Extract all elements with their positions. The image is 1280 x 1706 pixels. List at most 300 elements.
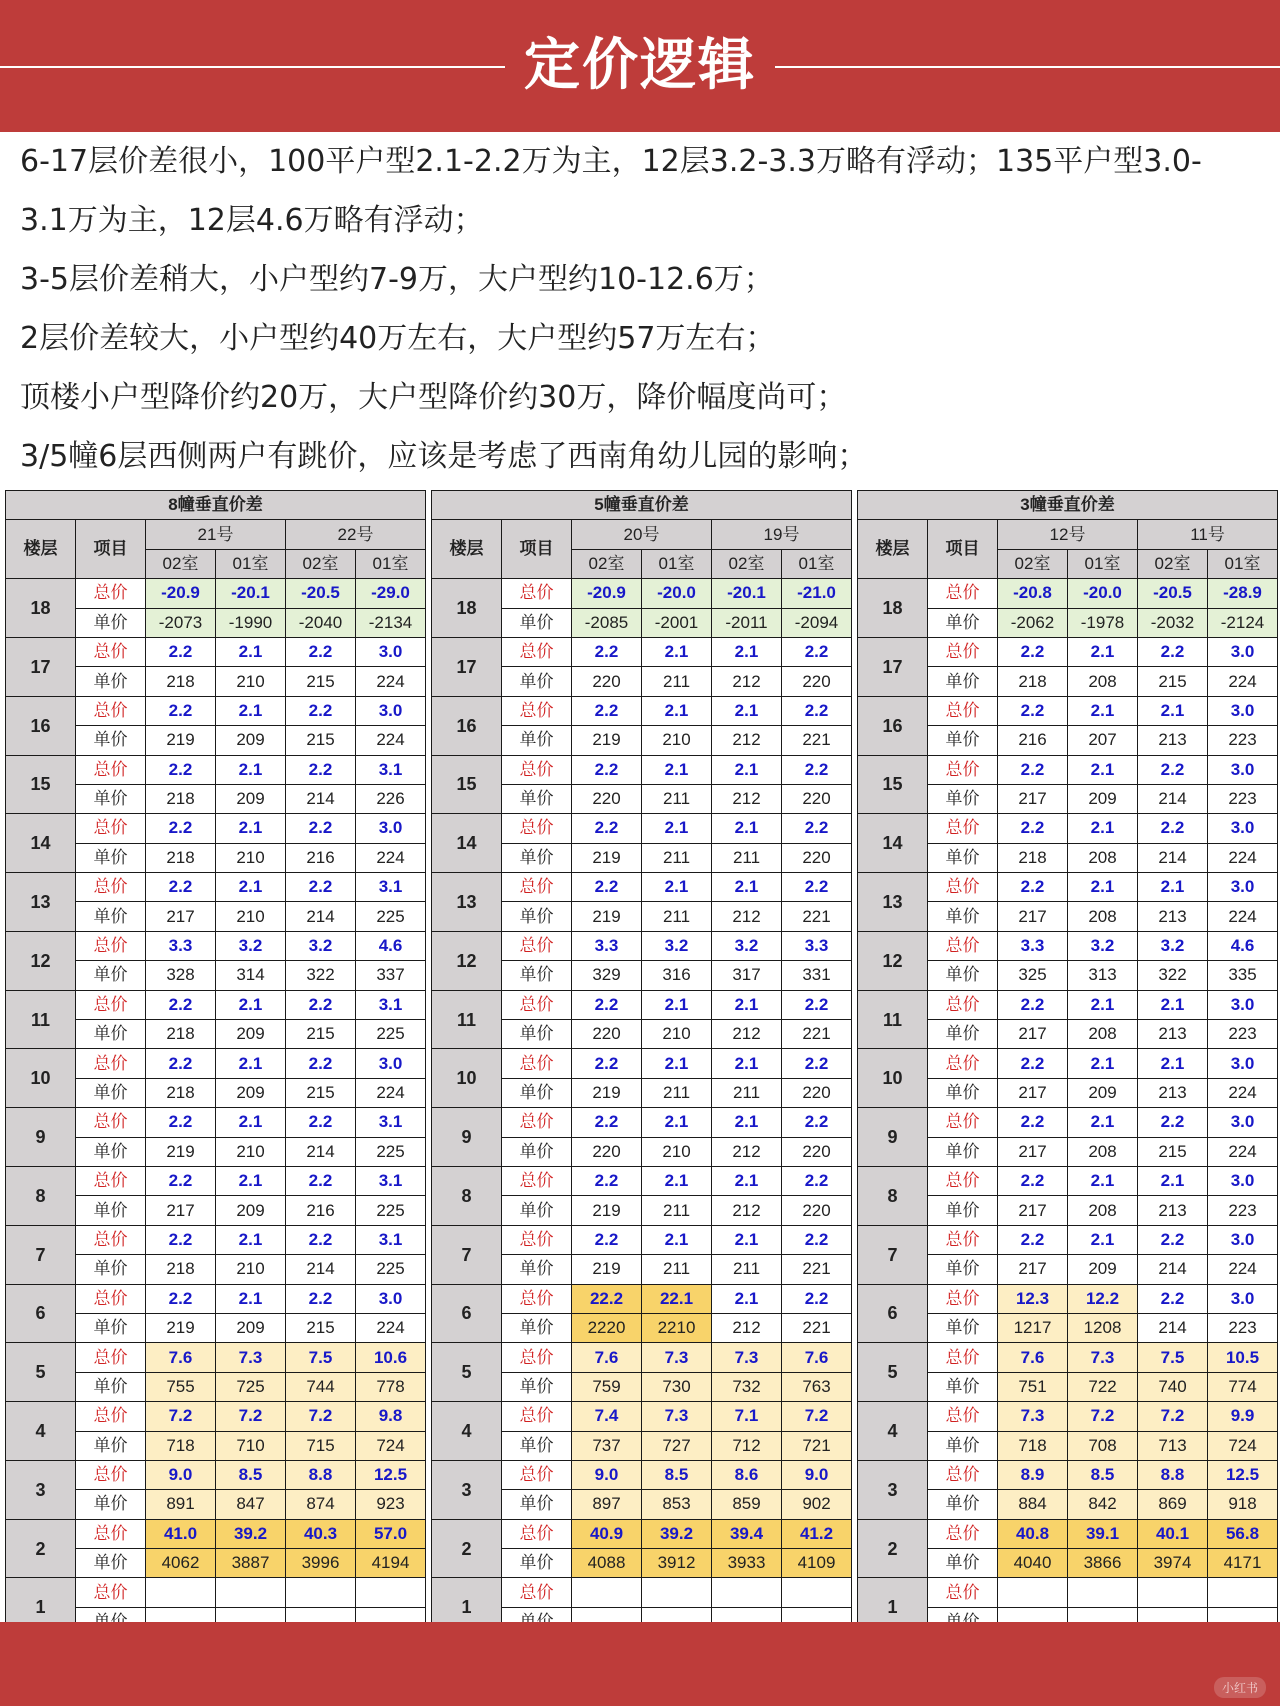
table-row — [432, 755, 852, 784]
total-price-cell: 2.2 — [998, 696, 1068, 725]
room-header: 02室 — [712, 549, 782, 578]
total-price-cell: 3.1 — [356, 873, 426, 902]
total-price-cell: 2.2 — [146, 1225, 216, 1254]
unit-label: 单价 — [502, 1196, 572, 1225]
building-table — [431, 490, 852, 1637]
page-footer — [0, 1622, 1280, 1706]
floor-cell: 3 — [6, 1460, 76, 1519]
unit-price-cell: 317 — [712, 961, 782, 990]
unit-price-cell: 218 — [146, 1020, 216, 1049]
floor-cell: 16 — [432, 696, 502, 755]
total-price-cell: 7.2 — [286, 1402, 356, 1431]
total-price-cell: 2.1 — [1068, 990, 1138, 1019]
unit-price-cell: 214 — [1138, 1255, 1208, 1284]
floor-cell: 7 — [858, 1225, 928, 1284]
unit-price-cell: 209 — [216, 726, 286, 755]
unit-price-cell: 224 — [1208, 667, 1278, 696]
floor-cell: 15 — [6, 755, 76, 814]
total-price-cell: 2.2 — [782, 1049, 852, 1078]
unit-price-cell: 219 — [572, 843, 642, 872]
floor-cell: 15 — [432, 755, 502, 814]
total-price-cell: 7.5 — [1138, 1343, 1208, 1372]
total-price-cell: 2.1 — [216, 873, 286, 902]
unit-price-cell: 225 — [356, 1255, 426, 1284]
unit-label: 单价 — [502, 1313, 572, 1342]
total-label: 总价 — [928, 931, 998, 960]
total-label: 总价 — [76, 814, 146, 843]
table-row — [6, 1284, 426, 1313]
unit-price-cell: 220 — [572, 784, 642, 813]
total-price-cell: 3.0 — [1208, 814, 1278, 843]
unit-price-cell: 215 — [1138, 1137, 1208, 1166]
floor-cell: 4 — [432, 1402, 502, 1461]
total-price-cell: 3.1 — [356, 1108, 426, 1137]
unit-label: 单价 — [502, 1372, 572, 1401]
unit-price-cell: 214 — [286, 1137, 356, 1166]
unit-price-cell: 215 — [286, 1078, 356, 1107]
total-price-cell: -20.5 — [286, 579, 356, 608]
unit-header: 22号 — [286, 520, 426, 549]
total-label: 总价 — [928, 579, 998, 608]
total-price-cell: 7.2 — [1068, 1402, 1138, 1431]
unit-price-cell: 1217 — [998, 1313, 1068, 1342]
unit-price-cell: 210 — [642, 726, 712, 755]
unit-price-cell: 918 — [1208, 1490, 1278, 1519]
total-price-cell: 40.8 — [998, 1519, 1068, 1548]
total-price-cell: 9.0 — [782, 1460, 852, 1489]
floor-cell: 10 — [858, 1049, 928, 1108]
total-label: 总价 — [928, 637, 998, 666]
unit-price-cell: 210 — [642, 1137, 712, 1166]
price-tables — [5, 490, 1277, 1618]
floor-cell: 13 — [432, 873, 502, 932]
unit-price-cell: 847 — [216, 1490, 286, 1519]
unit-label: 单价 — [502, 1255, 572, 1284]
unit-price-cell: 220 — [572, 667, 642, 696]
unit-price-cell: 220 — [782, 784, 852, 813]
unit-price-cell: 891 — [146, 1490, 216, 1519]
unit-price-cell: 219 — [572, 726, 642, 755]
total-price-cell: 2.2 — [146, 990, 216, 1019]
total-label: 总价 — [502, 814, 572, 843]
floor-cell: 4 — [858, 1402, 928, 1461]
unit-price-cell: 219 — [572, 1196, 642, 1225]
unit-label: 单价 — [76, 1490, 146, 1519]
total-price-cell: 3.0 — [1208, 1108, 1278, 1137]
total-price-cell: 7.2 — [1138, 1402, 1208, 1431]
unit-label: 单价 — [76, 784, 146, 813]
total-label: 总价 — [76, 637, 146, 666]
total-price-cell: 2.1 — [1068, 1225, 1138, 1254]
table-row — [432, 1166, 852, 1195]
total-price-cell: 2.2 — [286, 1225, 356, 1254]
total-price-cell — [286, 1578, 356, 1607]
total-price-cell: 3.0 — [1208, 637, 1278, 666]
total-price-cell: 39.2 — [642, 1519, 712, 1548]
total-price-cell: 2.2 — [572, 814, 642, 843]
unit-price-cell: -2085 — [572, 608, 642, 637]
unit-label: 单价 — [76, 667, 146, 696]
unit-price-cell: 737 — [572, 1431, 642, 1460]
table-row — [858, 696, 1278, 725]
total-price-cell: 7.4 — [572, 1402, 642, 1431]
total-price-cell: 3.0 — [1208, 873, 1278, 902]
unit-price-cell: 225 — [356, 1137, 426, 1166]
unit-price-cell: 217 — [998, 1078, 1068, 1107]
total-label: 总价 — [502, 990, 572, 1019]
total-label: 总价 — [76, 873, 146, 902]
unit-price-cell: 224 — [1208, 1137, 1278, 1166]
table-title: 5幢垂直价差 — [432, 491, 852, 520]
total-price-cell: 2.2 — [286, 755, 356, 784]
total-price-cell: 2.1 — [642, 637, 712, 666]
unit-price-cell: 221 — [782, 902, 852, 931]
total-price-cell: 2.1 — [216, 1166, 286, 1195]
unit-price-cell: 217 — [998, 902, 1068, 931]
total-label: 总价 — [502, 579, 572, 608]
unit-price-cell: 217 — [998, 784, 1068, 813]
unit-price-cell: 708 — [1068, 1431, 1138, 1460]
total-label: 总价 — [502, 1166, 572, 1195]
unit-price-cell: 211 — [642, 1255, 712, 1284]
total-label: 总价 — [76, 1578, 146, 1607]
unit-price-cell: 2210 — [642, 1313, 712, 1342]
unit-price-cell: 223 — [1208, 1020, 1278, 1049]
total-price-cell: 2.1 — [1068, 1108, 1138, 1137]
table-row — [432, 1578, 852, 1607]
floor-header: 楼层 — [432, 520, 502, 579]
floor-cell: 8 — [858, 1166, 928, 1225]
unit-price-cell: 732 — [712, 1372, 782, 1401]
total-price-cell: -20.1 — [216, 579, 286, 608]
unit-price-cell: 220 — [782, 1137, 852, 1166]
total-price-cell: 7.3 — [712, 1343, 782, 1372]
total-price-cell: 2.2 — [572, 1166, 642, 1195]
total-price-cell: 2.2 — [572, 755, 642, 784]
total-price-cell — [642, 1578, 712, 1607]
table-row — [6, 1108, 426, 1137]
unit-price-cell: 744 — [286, 1372, 356, 1401]
unit-price-cell: 210 — [216, 1137, 286, 1166]
floor-cell: 16 — [858, 696, 928, 755]
total-price-cell: -29.0 — [356, 579, 426, 608]
unit-price-cell: 215 — [286, 1020, 356, 1049]
total-price-cell: 8.6 — [712, 1460, 782, 1489]
unit-price-cell: 209 — [216, 1196, 286, 1225]
total-price-cell: 22.1 — [642, 1284, 712, 1313]
total-price-cell: 2.1 — [712, 637, 782, 666]
total-price-cell: 2.2 — [782, 1284, 852, 1313]
building-table — [5, 490, 426, 1637]
total-price-cell: 3.0 — [1208, 1284, 1278, 1313]
total-price-cell: 3.0 — [1208, 696, 1278, 725]
total-price-cell: 3.2 — [642, 931, 712, 960]
total-price-cell: 7.6 — [998, 1343, 1068, 1372]
table-row — [6, 579, 426, 608]
total-price-cell: 4.6 — [356, 931, 426, 960]
unit-price-cell: -2073 — [146, 608, 216, 637]
unit-price-cell: 209 — [1068, 1078, 1138, 1107]
total-price-cell: 56.8 — [1208, 1519, 1278, 1548]
unit-price-cell: 220 — [572, 1020, 642, 1049]
unit-price-cell: 721 — [782, 1431, 852, 1460]
total-label: 总价 — [76, 1519, 146, 1548]
total-price-cell: 12.3 — [998, 1284, 1068, 1313]
total-price-cell: 3.1 — [356, 755, 426, 784]
unit-price-cell: 219 — [146, 1313, 216, 1342]
unit-price-cell: 217 — [146, 902, 216, 931]
unit-price-cell: -2134 — [356, 608, 426, 637]
floor-cell: 5 — [6, 1343, 76, 1402]
total-price-cell: 2.2 — [998, 1108, 1068, 1137]
total-price-cell: -20.0 — [1068, 579, 1138, 608]
total-label: 总价 — [502, 873, 572, 902]
total-price-cell — [572, 1578, 642, 1607]
unit-price-cell: 218 — [998, 667, 1068, 696]
unit-price-cell: 331 — [782, 961, 852, 990]
total-price-cell: 40.1 — [1138, 1519, 1208, 1548]
total-price-cell: 41.2 — [782, 1519, 852, 1548]
unit-price-cell: 211 — [642, 902, 712, 931]
table-row — [432, 696, 852, 725]
floor-cell: 11 — [6, 990, 76, 1049]
total-price-cell: 2.2 — [286, 1108, 356, 1137]
total-price-cell: -20.5 — [1138, 579, 1208, 608]
total-price-cell: 2.2 — [572, 1108, 642, 1137]
unit-price-cell: 208 — [1068, 902, 1138, 931]
total-price-cell: 2.2 — [998, 990, 1068, 1019]
total-price-cell — [998, 1578, 1068, 1607]
unit-price-cell: 884 — [998, 1490, 1068, 1519]
unit-price-cell: 208 — [1068, 843, 1138, 872]
total-price-cell: 8.8 — [286, 1460, 356, 1489]
total-price-cell: 2.2 — [146, 1284, 216, 1313]
total-price-cell: 3.0 — [1208, 755, 1278, 784]
total-price-cell: 2.2 — [146, 814, 216, 843]
total-price-cell: 2.2 — [782, 696, 852, 725]
total-price-cell: 2.2 — [146, 696, 216, 725]
floor-cell: 9 — [432, 1108, 502, 1167]
total-price-cell: 2.1 — [712, 873, 782, 902]
unit-price-cell: 214 — [286, 784, 356, 813]
total-price-cell: 2.1 — [642, 873, 712, 902]
total-price-cell: 8.5 — [1068, 1460, 1138, 1489]
unit-price-cell: -1990 — [216, 608, 286, 637]
unit-label: 单价 — [502, 1549, 572, 1578]
total-price-cell: 9.8 — [356, 1402, 426, 1431]
page-header — [0, 0, 1280, 132]
unit-price-cell: 314 — [216, 961, 286, 990]
total-price-cell: -21.0 — [782, 579, 852, 608]
unit-price-cell: 215 — [1138, 667, 1208, 696]
unit-label: 单价 — [76, 1255, 146, 1284]
total-price-cell: 2.2 — [146, 755, 216, 784]
table-row — [858, 1460, 1278, 1489]
unit-price-cell: 212 — [712, 902, 782, 931]
total-label: 总价 — [502, 1519, 572, 1548]
unit-price-cell: 219 — [572, 1078, 642, 1107]
unit-price-cell: 763 — [782, 1372, 852, 1401]
table-row — [6, 931, 426, 960]
unit-price-cell: 210 — [216, 843, 286, 872]
table-title: 8幢垂直价差 — [6, 491, 426, 520]
unit-price-cell: 214 — [286, 902, 356, 931]
total-price-cell: 3.2 — [286, 931, 356, 960]
total-price-cell: 2.1 — [1068, 814, 1138, 843]
total-price-cell: 2.2 — [286, 696, 356, 725]
total-label: 总价 — [928, 1402, 998, 1431]
unit-price-cell: 223 — [1208, 784, 1278, 813]
room-header: 01室 — [1208, 549, 1278, 578]
unit-label: 单价 — [76, 843, 146, 872]
unit-price-cell: -2094 — [782, 608, 852, 637]
header-rule-left — [0, 66, 505, 68]
total-price-cell: 2.2 — [1138, 1108, 1208, 1137]
unit-price-cell: 223 — [1208, 1196, 1278, 1225]
total-price-cell: 57.0 — [356, 1519, 426, 1548]
unit-price-cell: 215 — [286, 1313, 356, 1342]
floor-cell: 6 — [6, 1284, 76, 1343]
total-price-cell: 9.9 — [1208, 1402, 1278, 1431]
unit-label: 单价 — [502, 608, 572, 637]
platform-tag: 小红书 — [1214, 1677, 1266, 1698]
table-row — [6, 1460, 426, 1489]
total-price-cell: 2.1 — [712, 814, 782, 843]
unit-price-cell: 223 — [1208, 1313, 1278, 1342]
unit-price-cell: 740 — [1138, 1372, 1208, 1401]
floor-cell: 17 — [858, 637, 928, 696]
unit-price-cell: 322 — [1138, 961, 1208, 990]
table-row — [6, 755, 426, 784]
total-label: 总价 — [928, 1049, 998, 1078]
unit-label: 单价 — [76, 1372, 146, 1401]
unit-price-cell: 316 — [642, 961, 712, 990]
unit-header: 11号 — [1138, 520, 1278, 549]
unit-price-cell: 211 — [642, 784, 712, 813]
room-header: 01室 — [356, 549, 426, 578]
table-row — [858, 755, 1278, 784]
unit-price-cell: 211 — [712, 1255, 782, 1284]
total-price-cell: 2.1 — [712, 990, 782, 1019]
unit-label: 单价 — [502, 843, 572, 872]
total-price-cell: 2.2 — [572, 696, 642, 725]
unit-label: 单价 — [502, 1020, 572, 1049]
total-label: 总价 — [928, 873, 998, 902]
unit-price-cell: 217 — [998, 1137, 1068, 1166]
floor-cell: 11 — [432, 990, 502, 1049]
total-price-cell: 10.5 — [1208, 1343, 1278, 1372]
total-price-cell: 40.9 — [572, 1519, 642, 1548]
note-line: 3/5幢6层西侧两户有跳价，应该是考虑了西南角幼儿园的影响； — [20, 439, 868, 474]
total-label: 总价 — [928, 1460, 998, 1489]
unit-price-cell: 751 — [998, 1372, 1068, 1401]
floor-cell: 9 — [858, 1108, 928, 1167]
unit-label: 单价 — [76, 961, 146, 990]
total-price-cell: 2.2 — [286, 873, 356, 902]
unit-price-cell: 212 — [712, 1137, 782, 1166]
unit-price-cell: 211 — [712, 1078, 782, 1107]
total-price-cell: 2.2 — [998, 1225, 1068, 1254]
total-price-cell — [216, 1578, 286, 1607]
unit-price-cell: 220 — [782, 1196, 852, 1225]
total-price-cell: 3.0 — [356, 814, 426, 843]
unit-price-cell: 208 — [1068, 1020, 1138, 1049]
table-row — [6, 1049, 426, 1078]
total-label: 总价 — [928, 814, 998, 843]
table-row — [432, 1108, 852, 1137]
table-row — [858, 1402, 1278, 1431]
unit-price-cell: 223 — [1208, 726, 1278, 755]
floor-cell: 5 — [858, 1343, 928, 1402]
table-row — [858, 1049, 1278, 1078]
floor-cell: 12 — [6, 931, 76, 990]
total-price-cell: 3.0 — [356, 1049, 426, 1078]
total-price-cell: 2.1 — [712, 1166, 782, 1195]
unit-price-cell: 220 — [782, 1078, 852, 1107]
total-price-cell: 2.1 — [712, 755, 782, 784]
total-label: 总价 — [502, 1225, 572, 1254]
total-price-cell: 9.0 — [146, 1460, 216, 1489]
total-price-cell: 2.2 — [782, 755, 852, 784]
total-price-cell: 3.3 — [146, 931, 216, 960]
unit-price-cell: 4062 — [146, 1549, 216, 1578]
unit-label: 单价 — [76, 1020, 146, 1049]
floor-cell: 13 — [6, 873, 76, 932]
unit-price-cell: 225 — [356, 1020, 426, 1049]
total-price-cell: 2.2 — [998, 1166, 1068, 1195]
table-row — [858, 1578, 1278, 1607]
total-price-cell: 2.1 — [1138, 873, 1208, 902]
total-price-cell: 2.1 — [216, 1049, 286, 1078]
unit-label: 单价 — [76, 608, 146, 637]
unit-price-cell: 209 — [216, 784, 286, 813]
unit-label: 单价 — [928, 1549, 998, 1578]
unit-price-cell: 4040 — [998, 1549, 1068, 1578]
unit-label: 单价 — [928, 1255, 998, 1284]
total-price-cell: 39.2 — [216, 1519, 286, 1548]
floor-cell: 5 — [432, 1343, 502, 1402]
unit-price-cell: -2124 — [1208, 608, 1278, 637]
unit-label: 单价 — [502, 902, 572, 931]
unit-price-cell: 212 — [712, 1020, 782, 1049]
total-label: 总价 — [928, 1108, 998, 1137]
total-price-cell: 8.9 — [998, 1460, 1068, 1489]
total-price-cell: 40.3 — [286, 1519, 356, 1548]
floor-cell: 9 — [6, 1108, 76, 1167]
total-label: 总价 — [76, 1284, 146, 1313]
unit-price-cell: 869 — [1138, 1490, 1208, 1519]
total-price-cell: 7.3 — [998, 1402, 1068, 1431]
total-price-cell: 7.3 — [642, 1343, 712, 1372]
floor-cell: 12 — [432, 931, 502, 990]
unit-price-cell: 902 — [782, 1490, 852, 1519]
unit-price-cell: 209 — [216, 1020, 286, 1049]
unit-label: 单价 — [928, 1137, 998, 1166]
unit-price-cell: 216 — [998, 726, 1068, 755]
unit-price-cell: 220 — [782, 667, 852, 696]
unit-price-cell: 4088 — [572, 1549, 642, 1578]
unit-price-cell: 3866 — [1068, 1549, 1138, 1578]
unit-label: 单价 — [928, 1078, 998, 1107]
unit-price-cell: 897 — [572, 1490, 642, 1519]
floor-cell: 7 — [6, 1225, 76, 1284]
table-row — [6, 1578, 426, 1607]
total-price-cell — [1138, 1578, 1208, 1607]
total-price-cell: 2.1 — [216, 696, 286, 725]
total-label: 总价 — [76, 579, 146, 608]
unit-label: 单价 — [928, 726, 998, 755]
total-price-cell: 2.1 — [1138, 1049, 1208, 1078]
